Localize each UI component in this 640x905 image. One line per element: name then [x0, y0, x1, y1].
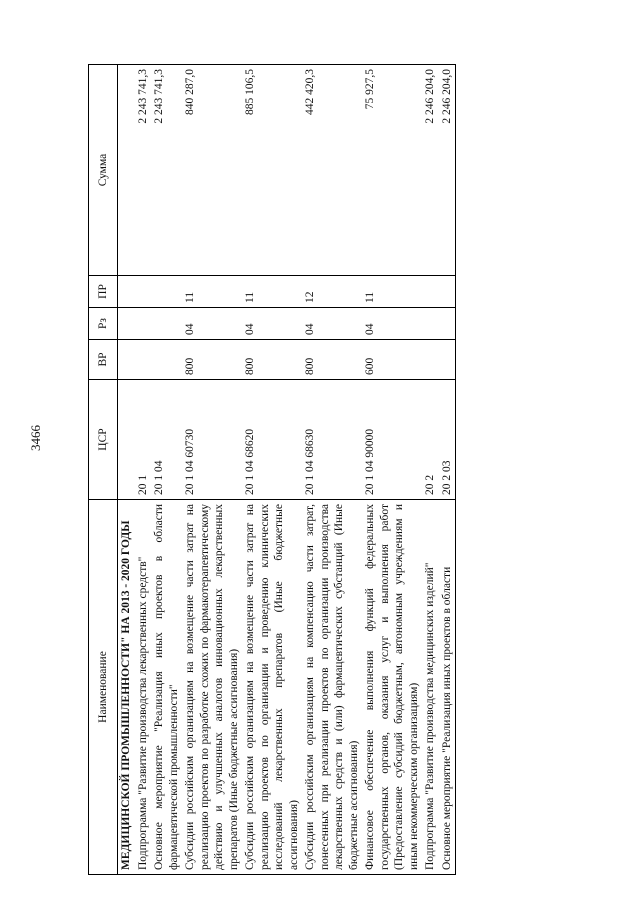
cell-sum: 2 243 741,3 — [135, 65, 152, 276]
cell-name: Финансовое обеспечение выполнения функций федеральных государственных органов, оказания услуг и выполнения работ (Предоставление субсидий бюджетным, автономным учреждениям и иным некоммерческим организациям) — [362, 500, 422, 875]
cell-csr: 20 2 03 — [439, 380, 456, 500]
cell-sum: 885 106,5 — [242, 65, 302, 276]
cell-sum: 840 287,0 — [182, 65, 242, 276]
table-row — [439, 65, 456, 875]
budget-table — [88, 64, 456, 875]
cell-sum: 2 246 204,0 — [422, 65, 439, 276]
table-row — [242, 65, 302, 875]
cell-csr: 20 1 04 90000 — [362, 380, 422, 500]
header-pr: ПР — [89, 276, 118, 308]
cell-csr: 20 1 04 60730 — [182, 380, 242, 500]
cell-vr — [422, 340, 439, 380]
header-sum: Сумма — [89, 65, 118, 276]
table-row — [135, 65, 152, 875]
cell-pr: 11 — [242, 276, 302, 308]
cell-pr — [422, 276, 439, 308]
cell-sum: 2 246 204,0 — [439, 65, 456, 276]
cell-vr: 800 — [302, 340, 362, 380]
table-row — [422, 65, 439, 875]
table-row — [302, 65, 362, 875]
table-row — [182, 65, 242, 875]
header-name: Наименование — [89, 500, 118, 875]
cell-name: Субсидии российским организациям на возмещение части затрат на реализацию проектов по организации и проведению клинических исследований лекарственных препаратов (Иные бюджетные ассигнования) — [242, 500, 302, 875]
cell-name: Основное мероприятие "Реализация иных проектов в области — [439, 500, 456, 875]
header-rz: Рз — [89, 308, 118, 340]
cell-rz: 04 — [362, 308, 422, 340]
cell-name: Основное мероприятие "Реализация иных проектов в области фармацевтической промышленности" — [151, 500, 182, 875]
cell-csr: 20 1 04 — [151, 380, 182, 500]
cell-pr — [439, 276, 456, 308]
cell-pr — [151, 276, 182, 308]
cell-sum: 442 420,3 — [302, 65, 362, 276]
cell-rz — [135, 308, 152, 340]
table-header-row — [89, 65, 118, 875]
section-title: МЕДИЦИНСКОЙ ПРОМЫШЛЕННОСТИ" НА 2013 - 2020 ГОДЫ — [118, 500, 135, 875]
table-row — [362, 65, 422, 875]
cell-csr: 20 2 — [422, 380, 439, 500]
cell-rz — [151, 308, 182, 340]
cell-vr: 600 — [362, 340, 422, 380]
cell-rz — [439, 308, 456, 340]
cell-rz: 04 — [182, 308, 242, 340]
page-number: 3466 — [28, 425, 43, 451]
cell-vr — [135, 340, 152, 380]
cell-rz: 04 — [302, 308, 362, 340]
cell-sum: 75 927,5 — [362, 65, 422, 276]
cell-vr — [439, 340, 456, 380]
cell-vr — [151, 340, 182, 380]
cell-rz — [422, 308, 439, 340]
section-title-row — [118, 65, 135, 875]
cell-pr — [135, 276, 152, 308]
header-csr: ЦСР — [89, 380, 118, 500]
cell-vr: 800 — [182, 340, 242, 380]
cell-csr: 20 1 04 68620 — [242, 380, 302, 500]
cell-csr: 20 1 04 68630 — [302, 380, 362, 500]
cell-pr: 12 — [302, 276, 362, 308]
cell-name: Подпрограмма "Развитие производства лекарственных средств" — [135, 500, 152, 875]
cell-pr: 11 — [362, 276, 422, 308]
cell-vr: 800 — [242, 340, 302, 380]
rotated-page-content — [88, 65, 608, 875]
cell-name: Подпрограмма "Развитие производства медицинских изделий" — [422, 500, 439, 875]
cell-sum: 2 243 741,3 — [151, 65, 182, 276]
cell-name: Субсидии российским организациям на возмещение части затрат на реализацию проектов по разработке схожих по фармакотерапевтическому действию и улучшенных аналогов инновационных лекарственных препаратов (Иные бюджетные ассигнования) — [182, 500, 242, 875]
header-vr: ВР — [89, 340, 118, 380]
cell-rz: 04 — [242, 308, 302, 340]
table-row — [151, 65, 182, 875]
cell-pr: 11 — [182, 276, 242, 308]
cell-name: Субсидии российским организациям на компенсацию части затрат, понесенных при реализации проектов по организации производства лекарственных средств и (или) фармацевтических субстанций (Иные бюджетные ассигнования) — [302, 500, 362, 875]
cell-csr: 20 1 — [135, 380, 152, 500]
